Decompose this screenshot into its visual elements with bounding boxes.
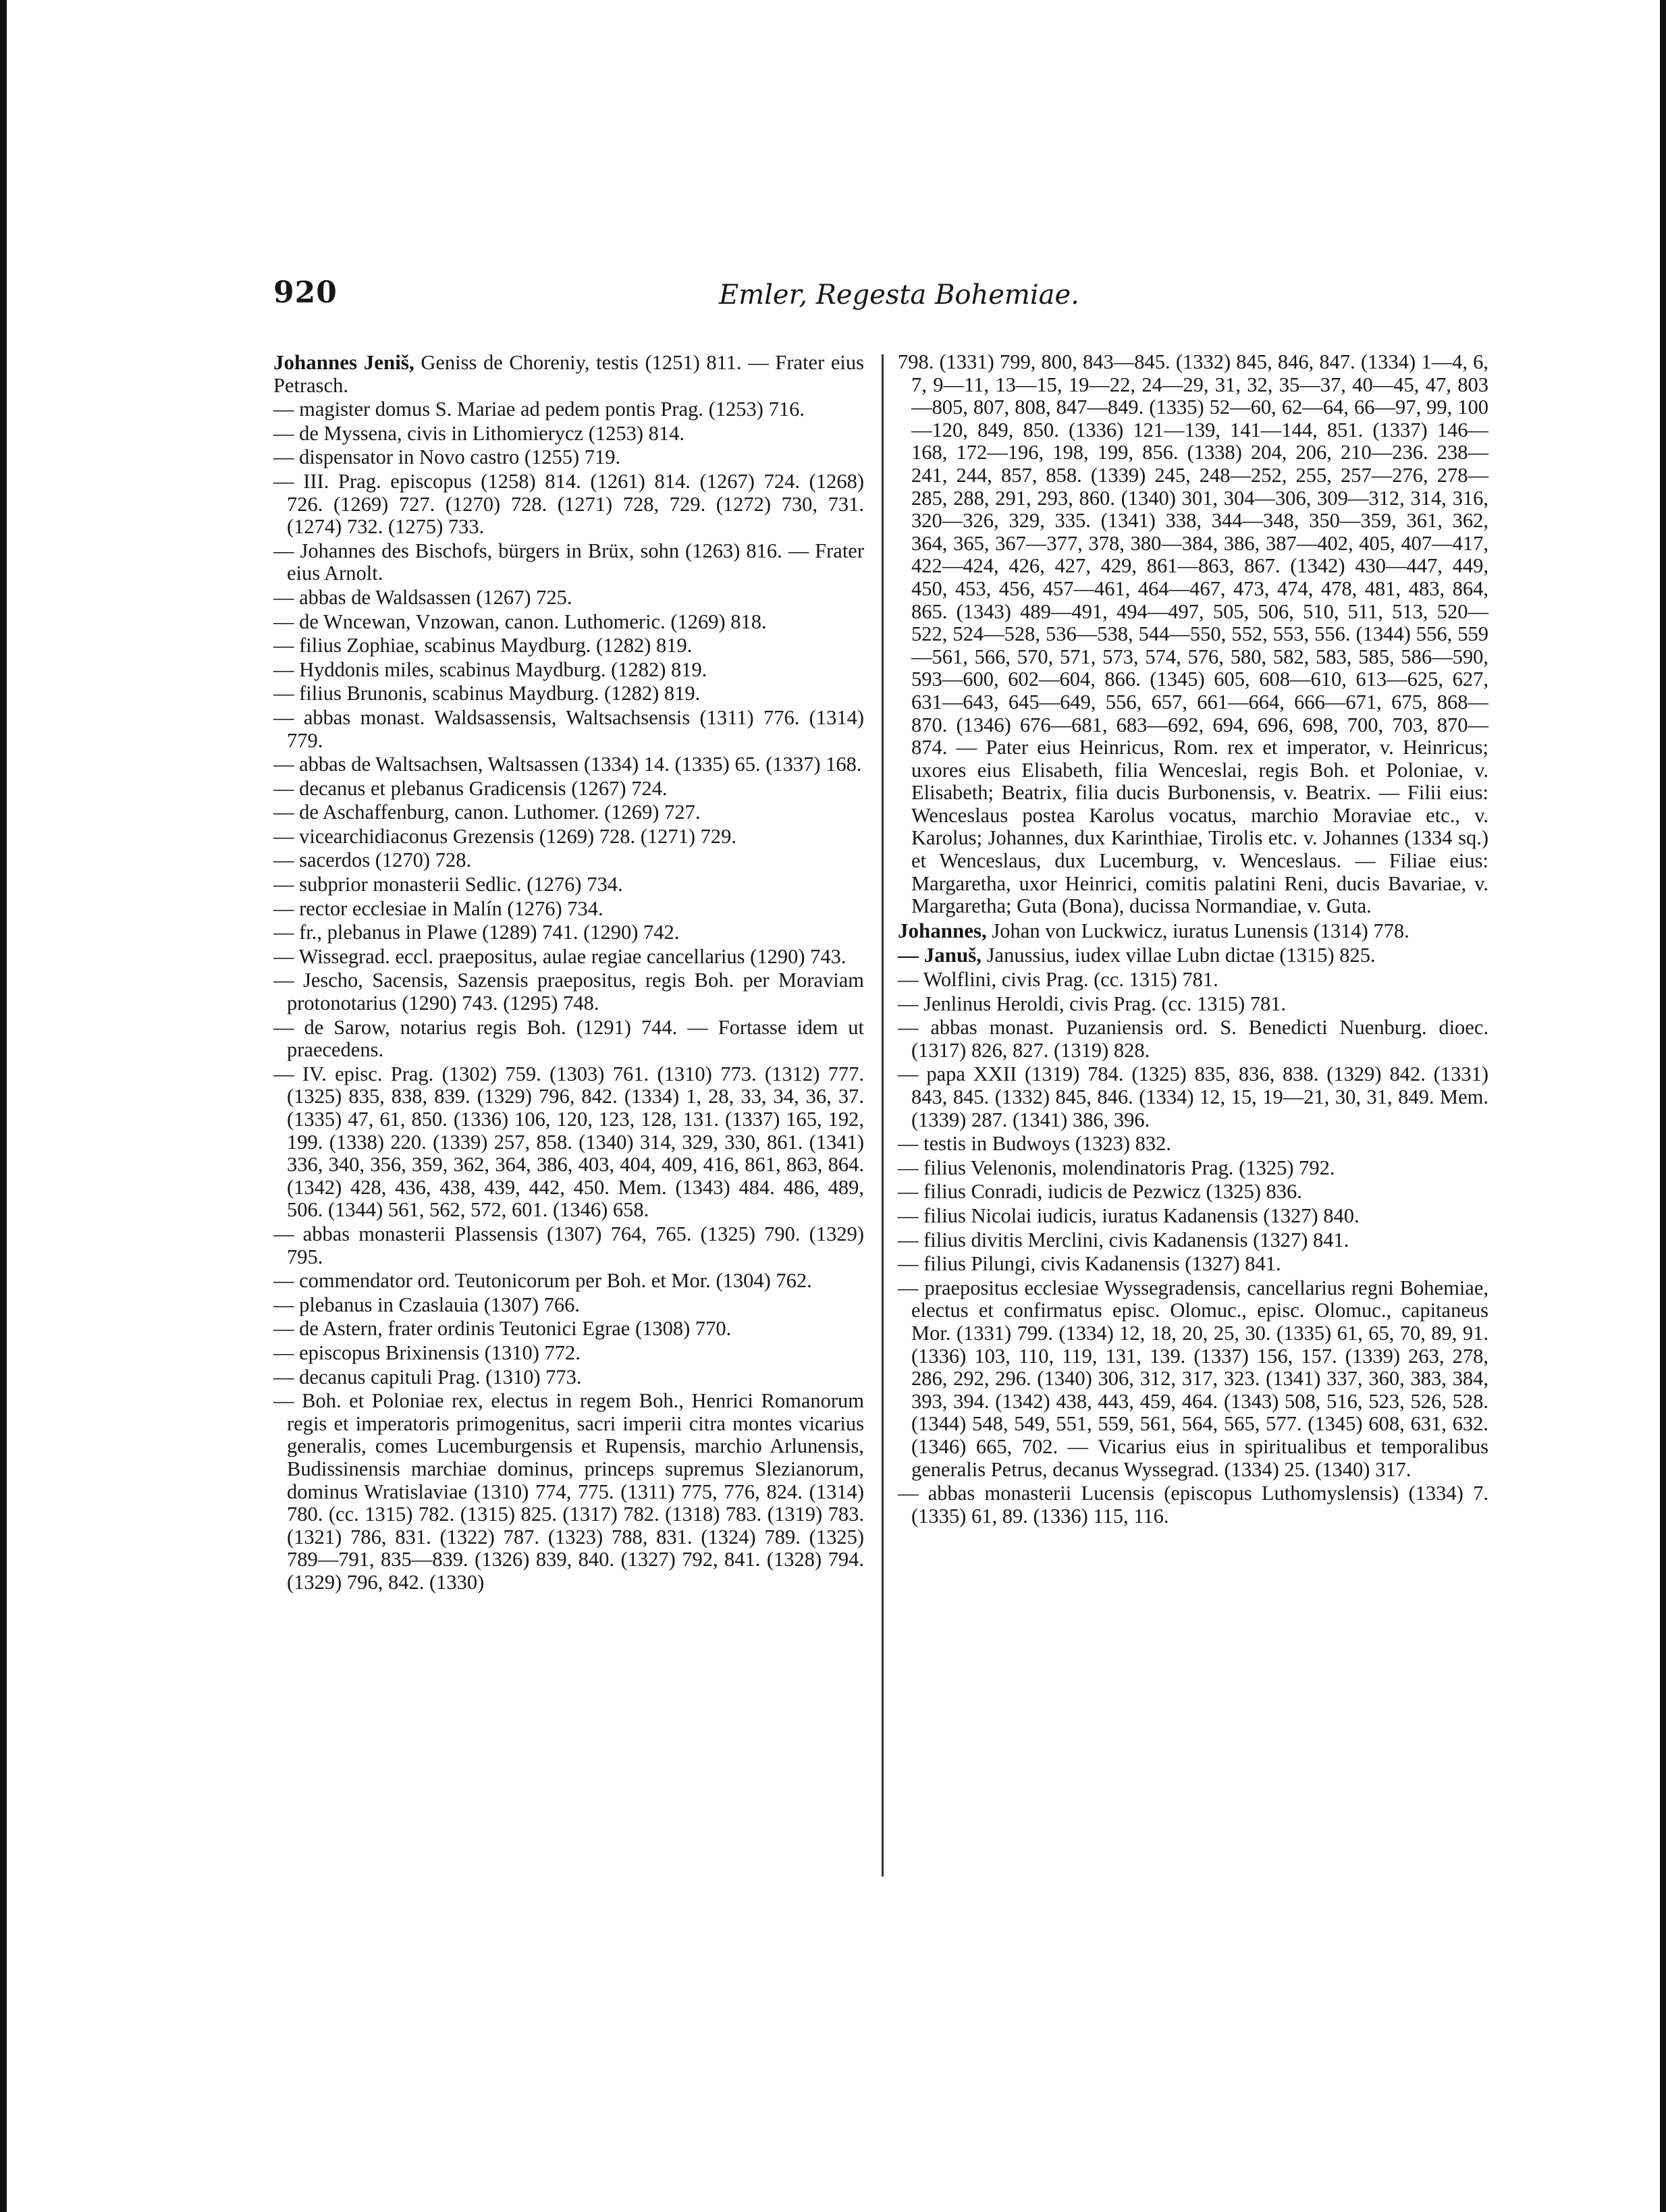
entry-text: — rector ecclesiae in Malín (1276) 734. <box>273 896 603 920</box>
running-title: Emler, Regesta Bohemiae. <box>719 279 1079 311</box>
entry-text: — decanus capituli Prag. (1310) 773. <box>273 1365 582 1388</box>
entry-text: — testis in Budwoys (1323) 832. <box>898 1132 1171 1156</box>
scan-border-left <box>0 0 7 2212</box>
entry-text: — de Myssena, civis in Lithomierycz (1253) 814. <box>273 421 685 445</box>
entry-text: — Johannes des Bischofs, bürgers in Brüx, sohn (1263) 816. — Frater eius Arnolt. <box>273 539 864 585</box>
entry-text: — fr., plebanus in Plawe (1289) 741. (1290) 742. <box>273 921 680 944</box>
entry-text: — subprior monasterii Sedlic. (1276) 734. <box>273 873 623 896</box>
entry-text: — filius Brunonis, scabinus Maydburg. (1282) 819. <box>273 682 701 705</box>
index-entry <box>273 801 864 824</box>
entry-text: — filius Pilungi, civis Kadanensis (1327) 841. <box>898 1252 1281 1276</box>
entry-text: — praepositus ecclesiae Wyssegradensis, cancellarius regni Bohemiae, electus et confirmatus episc. Olomuc., episc. Olomuc., capitaneus Mor. (1331) 799. (1334) 12, 18, 20, 25, 30. (1335) 61, 65, 70, 89, 91. (1336) 103, 110, 119, 131, 139. (1337) 156, 157. (1339) 263, 278, 286, 292, 296. (1340) 306, 312, 317, 323. (1341) 337, 360, 383, 384, 393, 394. (1342) 438, 443, 459, 464. (1343) 508, 516, 523, 526, 528. (1344) 548, 549, 551, 559, 561, 564, 565, 577. (1345) 608, 631, 632. (1346) 665, 702. — Vicarius eius in spiritualibus et temporalibus generalis Petrus, decanus Wyssegrad. (1334) 25. (1340) 317. <box>898 1276 1488 1481</box>
entry-text: — abbas monast. Waldsassensis, Waltsachsensis (1311) 776. (1314) 779. <box>273 705 864 752</box>
entry-lemma: — Januš, <box>898 943 982 967</box>
entry-text: — papa XXII (1319) 784. (1325) 835, 836, 838. (1329) 842. (1331) 843, 845. (1332) 845, 846. (1334) 12, 15, 19—21, 30, 31, 849. Mem. (1339) 287. (1341) 386, 396. <box>898 1062 1488 1131</box>
entry-text: — Wissegrad. eccl. praepositus, aulae regiae cancellarius (1290) 743. <box>273 944 847 968</box>
entry-text: — abbas monast. Puzaniensis ord. S. Benedicti Nuenburg. dioec. (1317) 826, 827. (1319) 828. <box>898 1016 1488 1062</box>
entry-text: — abbas monasterii Plassensis (1307) 764, 765. (1325) 790. (1329) 795. <box>273 1222 864 1268</box>
index-entry <box>898 993 1488 1016</box>
index-entry <box>273 921 864 944</box>
index-entry <box>273 849 864 872</box>
entry-text: — vicearchidiaconus Grezensis (1269) 728. (1271) 729. <box>273 824 737 848</box>
index-entry <box>273 351 864 397</box>
entry-text: — abbas de Waltsachsen, Waltsassen (1334) 14. (1335) 65. (1337) 168. <box>273 753 862 776</box>
entry-text: — filius divitis Merclini, civis Kadanensis (1327) 841. <box>898 1228 1349 1251</box>
index-entry <box>273 1342 864 1365</box>
entry-text: — de Sarow, notarius regis Boh. (1291) 744. — Fortasse idem ut praecedens. <box>273 1015 864 1062</box>
entry-text: — de Astern, frater ordinis Teutonici Egrae (1308) 770. <box>273 1317 732 1341</box>
entry-text: — Wolflini, civis Prag. (cc. 1315) 781. <box>898 968 1218 992</box>
column-divider <box>882 354 884 1877</box>
index-entry <box>898 1017 1488 1062</box>
entry-text: — abbas monasterii Lucensis (episcopus Luthomyslensis) (1334) 7. (1335) 61, 89. (1336) 115, 116. <box>898 1482 1488 1528</box>
entry-text: — commendator ord. Teutonicorum per Boh. et Mor. (1304) 762. <box>273 1269 812 1293</box>
entry-text: — decanus et plebanus Gradicensis (1267) 724. <box>273 776 668 800</box>
index-entry <box>273 873 864 896</box>
index-entry <box>898 969 1488 992</box>
entry-text: 798. (1331) 799, 800, 843—845. (1332) 845, 846, 847. (1334) 1—4, 6, 7, 9—11, 13—15, 19—22, 24—29, 31, 32, 35—37, 40—45, 47, 803—805, 807, 808, 847—849. (1335) 52—60, 62—64, 66—97, 99, 100—120, 849, 850. (1336) 121—139, 141—144, 851. (1337) 146—168, 172—196, 198, 199, 856. (1338) 204, 206, 210—236. 238—241, 244, 857, 858. (1339) 245, 248—252, 255, 257—276, 278—285, 288, 291, 293, 860. (1340) 301, 304—306, 309—312, 314, 316, 320—326, 329, 335. (1341) 338, 344—348, 350—359, 361, 362, 364, 365, 367—377, 378, 380—384, 386, 387—402, 405, 407—417, 422—424, 426, 427, 429, 861—863, 867. (1342) 430—447, 449, 450, 453, 456, 457—461, 464—467, 473, 474, 478, 481, 483, 864, 865. (1343) 489—491, 494—497, 505, 506, 510, 511, 513, 520—522, 524—528, 536—538, 544—550, 552, 553, 556. (1344) 556, 559—561, 566, 570, 571, 573, 574, 576, 580, 582, 583, 585, 586—590, 593—600, 602—604, 866. (1345) 605, 608—610, 613—625, 627, 631—643, 645—649, 556, 657, 661—664, 666—671, 675, 868—870. (1346) 676—681, 683—692, 694, 696, 698, 700, 703, 870—874. — Pater eius Heinricus, Rom. rex et imperator, v. Heinricus; uxores eius Elisabeth, filia Wenceslai, regis Boh. et Poloniae, v. Elisabeth; Beatrix, filia ducis Burbonensis, v. Beatrix. — Filii eius: Wenceslaus postea Karolus vocatus, marchio Moraviae etc., v. Karolus; Johannes, dux Karinthiae, Tirolis etc. v. Johannes (1334 sq.) et Wenceslaus, dux Lucemburg, v. Wenceslaus. — Filiae eius: Margaretha, uxor Heinrici, comitis palatini Reni, ducis Bavariae, v. Margaretha; Guta (Bona), ducissa Normandiae, v. Guta. <box>898 350 1488 918</box>
index-entry <box>273 1223 864 1268</box>
index-entry <box>898 919 1488 943</box>
index-entry <box>273 659 864 682</box>
entry-text: — abbas de Waldsassen (1267) 725. <box>273 585 572 609</box>
index-entry <box>273 826 864 848</box>
index-entry <box>273 470 864 539</box>
entry-text: — filius Conradi, iudicis de Pezwicz (1325) 836. <box>898 1180 1302 1204</box>
index-entry <box>898 1482 1488 1528</box>
page-number: 920 <box>273 275 338 310</box>
index-entry <box>898 1229 1488 1252</box>
entry-text: — Jescho, Sacensis, Sazensis praepositus, regis Boh. per Moraviam protonotarius (1290) 743. (1295) 748. <box>273 969 864 1015</box>
index-entry <box>273 946 864 969</box>
entry-text: — plebanus in Czaslauia (1307) 766. <box>273 1293 581 1316</box>
index-entry <box>898 1133 1488 1156</box>
index-column-right <box>898 351 1488 1529</box>
index-entry <box>273 1270 864 1293</box>
index-entry <box>273 398 864 421</box>
entry-text: Johan von Luckwicz, iuratus Lunensis (1314) 778. <box>992 919 1409 942</box>
entry-text: — filius Zophiae, scabinus Maydburg. (1282) 819. <box>273 634 693 657</box>
index-entry <box>273 707 864 752</box>
entry-text: — Jenlinus Heroldi, civis Prag. (cc. 1315) 781. <box>898 992 1287 1015</box>
index-entry <box>273 611 864 634</box>
index-entry <box>898 1205 1488 1228</box>
index-entry <box>898 944 1488 967</box>
entry-text: — de Wncewan, Vnzowan, canon. Luthomeric. (1269) 818. <box>273 610 767 633</box>
index-entry <box>273 1017 864 1062</box>
entry-text: — Boh. et Poloniae rex, electus in regem Boh., Henrici Romanorum regis et imperatoris primogenitus, sacri imperii citra montes vicarius generalis, comes Lucemburgensis et Rupensis, marchio Arlunensis, Budissinensis marchiae dominus, princeps supremus Slezianorum, dominus Wratislaviae (1310) 774, 775. (1311) 775, 776, 824. (1314) 780. (cc. 1315) 782. (1315) 825. (1317) 782. (1318) 783. (1319) 783. (1321) 786, 831. (1322) 787. (1323) 788, 831. (1324) 789. (1325) 789—791, 835—839. (1326) 839, 840. (1327) 792, 841. (1328) 794. (1329) 796, 842. (1330) <box>273 1389 864 1594</box>
entry-text: — Hyddonis miles, scabinus Maydburg. (1282) 819. <box>273 657 707 681</box>
entry-text: — dispensator in Novo castro (1255) 719. <box>273 446 621 469</box>
index-entry <box>273 587 864 610</box>
entry-text: — sacerdos (1270) 728. <box>273 848 472 872</box>
index-entry <box>273 753 864 776</box>
entry-text: Janussius, iudex villae Lubn dictae (1315) 825. <box>986 944 1376 967</box>
index-entry <box>273 1294 864 1317</box>
entry-text: — episcopus Brixinensis (1310) 772. <box>273 1341 581 1364</box>
entry-text: — IV. episc. Prag. (1302) 759. (1303) 761. (1310) 773. (1312) 777. (1325) 835, 838, 839. (1329) 796, 842. (1334) 1, 28, 33, 34, 36, 37. (1335) 47, 61, 850. (1336) 106, 120, 123, 128, 131. (1337) 165, 192, 199. (1338) 220. (1339) 257, 858. (1340) 314, 329, 330, 861. (1341) 336, 340, 356, 359, 362, 364, 386, 403, 404, 409, 416, 861, 863, 864. (1342) 428, 436, 438, 439, 442, 450. Mem. (1343) 484. 486, 489, 506. (1344) 561, 562, 572, 601. (1346) 658. <box>273 1062 864 1222</box>
index-entry <box>273 1390 864 1594</box>
entry-text: Geniss de Choreniy, testis (1251) 811. — Frater eius Petrasch. <box>273 351 864 397</box>
index-entry <box>898 1157 1488 1180</box>
index-entry <box>273 423 864 446</box>
entry-text: — magister domus S. Mariae ad pedem pontis Prag. (1253) 716. <box>273 398 805 421</box>
index-entry <box>273 1318 864 1341</box>
index-entry <box>273 635 864 657</box>
index-entry <box>273 682 864 705</box>
index-entry <box>273 969 864 1015</box>
scan-border-right <box>1660 0 1666 2212</box>
entry-text: — filius Velenonis, molendinatoris Prag. (1325) 792. <box>898 1156 1335 1179</box>
index-entry <box>273 898 864 921</box>
index-entry <box>898 1181 1488 1204</box>
entry-text: — de Aschaffenburg, canon. Luthomer. (1269) 727. <box>273 801 701 824</box>
index-entry <box>898 1253 1488 1276</box>
index-entry <box>273 540 864 585</box>
index-entry <box>273 1063 864 1222</box>
index-entry <box>898 1063 1488 1131</box>
index-column-left <box>273 351 864 1595</box>
entry-text: — III. Prag. episcopus (1258) 814. (1261) 814. (1267) 724. (1268) 726. (1269) 727. (1270) 728. (1271) 728, 729. (1272) 730, 731. (1274) 732. (1275) 733. <box>273 469 864 539</box>
index-entry <box>898 1277 1488 1481</box>
index-entry <box>273 778 864 801</box>
index-entry <box>273 1366 864 1389</box>
index-entry <box>898 351 1488 918</box>
entry-lemma: Johannes, <box>898 918 987 942</box>
index-entry <box>273 446 864 469</box>
entry-text: — filius Nicolai iudicis, iuratus Kadanensis (1327) 840. <box>898 1204 1360 1227</box>
entry-lemma: Johannes Jeniš, <box>273 350 414 374</box>
